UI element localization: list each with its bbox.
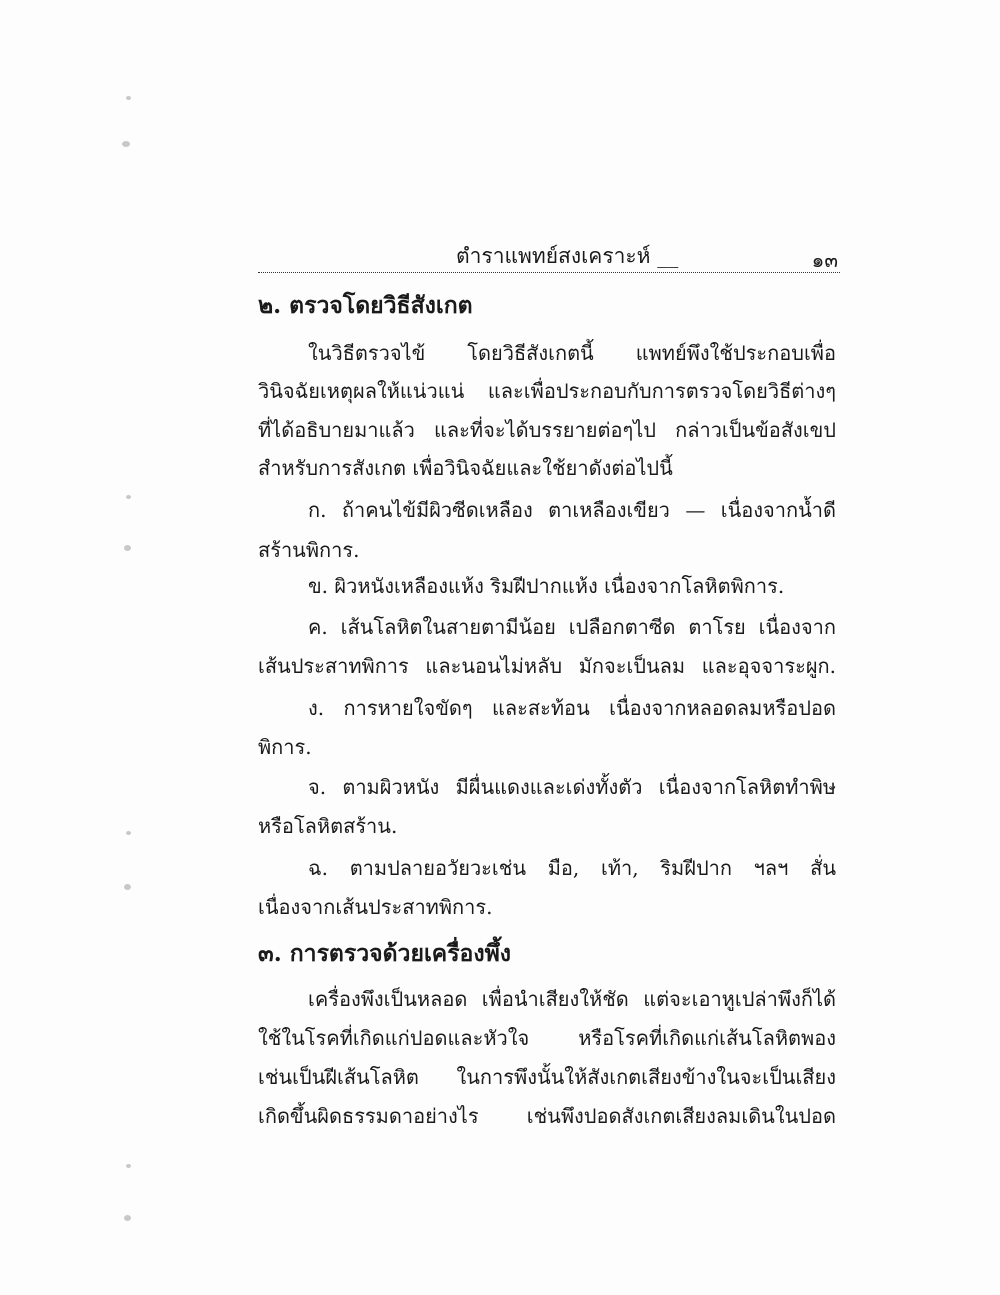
scan-speck	[126, 1164, 131, 1168]
scan-speck	[122, 141, 130, 147]
running-header-title: ตำราแพทย์สงเคราะห์ __	[456, 244, 679, 268]
paragraph-line: วินิจฉัยเหตุผลให้แน่วแน่ และเพื่อประกอบกับการตรวจโดยวิธีต่างๆ	[258, 379, 836, 403]
list-item-chu: ฉ. ตามปลายอวัยวะเช่น มือ, เท้า, ริมฝีปาก ฯลฯ สั่น	[308, 856, 836, 880]
paragraph-line: เช่นเป็นฝีเส้นโลหิต ในการพึงนั้นให้สังเกตเสียงข้างในจะเป็นเสียง	[258, 1065, 836, 1089]
paragraph-line: ใช้ในโรคที่เกิดแก่ปอดและหัวใจ หรือโรคที่เกิดแก่เส้นโลหิตพอง	[258, 1026, 836, 1050]
list-item-kho: ข. ผิวหนังเหลืองแห้ง ริมฝีปากแห้ง เนื่องจากโลหิตพิการ.	[308, 574, 785, 598]
scan-speck	[124, 1215, 131, 1221]
list-item-ka: ก. ถ้าคนไข้มีผิวซีดเหลือง ตาเหลืองเขียว — เนื่องจากน้ำดี	[308, 498, 836, 522]
list-item-ngo: ง. การหายใจขัดๆ และสะท้อน เนื่องจากหลอดลมหรือปอด	[308, 696, 836, 720]
section-heading-observation: ๒. ตรวจโดยวิธีสังเกต	[258, 292, 473, 319]
list-item-ka-cont: สร้านพิการ.	[258, 538, 360, 562]
list-item-cho-cont: หรือโลหิตสร้าน.	[258, 814, 398, 838]
section-heading-stethoscope: ๓. การตรวจด้วยเครื่องพึ้ง	[258, 940, 511, 967]
scan-speck	[126, 831, 131, 835]
list-item-chu-cont: เนื่องจากเส้นประสาทพิการ.	[258, 895, 493, 919]
paragraph-line: สำหรับการสังเกต เพื่อวินิจฉัยและใช้ยาดังต่อไปนี้	[258, 456, 673, 480]
scan-speck	[126, 96, 131, 100]
scan-speck	[126, 495, 131, 499]
paragraph-line: ในวิธีตรวจไข้ โดยวิธีสังเกตนี้ แพทย์พึงใช้ประกอบเพื่อ	[308, 341, 836, 365]
page-number: ๑๓	[811, 248, 838, 272]
paragraph-line: ที่ได้อธิบายมาแล้ว และที่จะได้บรรยายต่อๆไป กล่าวเป็นข้อสังเขป	[258, 418, 836, 442]
list-item-kho-khwai-cont: เส้นประสาทพิการ และนอนไม่หลับ มักจะเป็นลม และอุจจาระผูก.	[258, 654, 836, 678]
scan-speck	[124, 545, 131, 551]
paragraph-line: เครื่องพึงเป็นหลอด เพื่อนำเสียงให้ชัด แต่จะเอาหูเปล่าพึงก็ได้	[308, 987, 836, 1011]
running-header	[258, 236, 840, 270]
list-item-cho: จ. ตามผิวหนัง มีผื่นแดงและเด่งทั้งตัว เนื่องจากโลหิตทำพิษ	[308, 775, 836, 799]
paragraph-line: เกิดขึ้นผิดธรรมดาอย่างไร เช่นพึงปอดสังเกตเสียงลมเดินในปอด	[258, 1104, 836, 1128]
scan-speck	[124, 884, 131, 890]
header-rule	[258, 272, 840, 273]
list-item-ngo-cont: พิการ.	[258, 735, 312, 759]
list-item-kho-khwai: ค. เส้นโลหิตในสายตามีน้อย เปลือกตาซีด ตาโรย เนื่องจาก	[308, 615, 836, 639]
